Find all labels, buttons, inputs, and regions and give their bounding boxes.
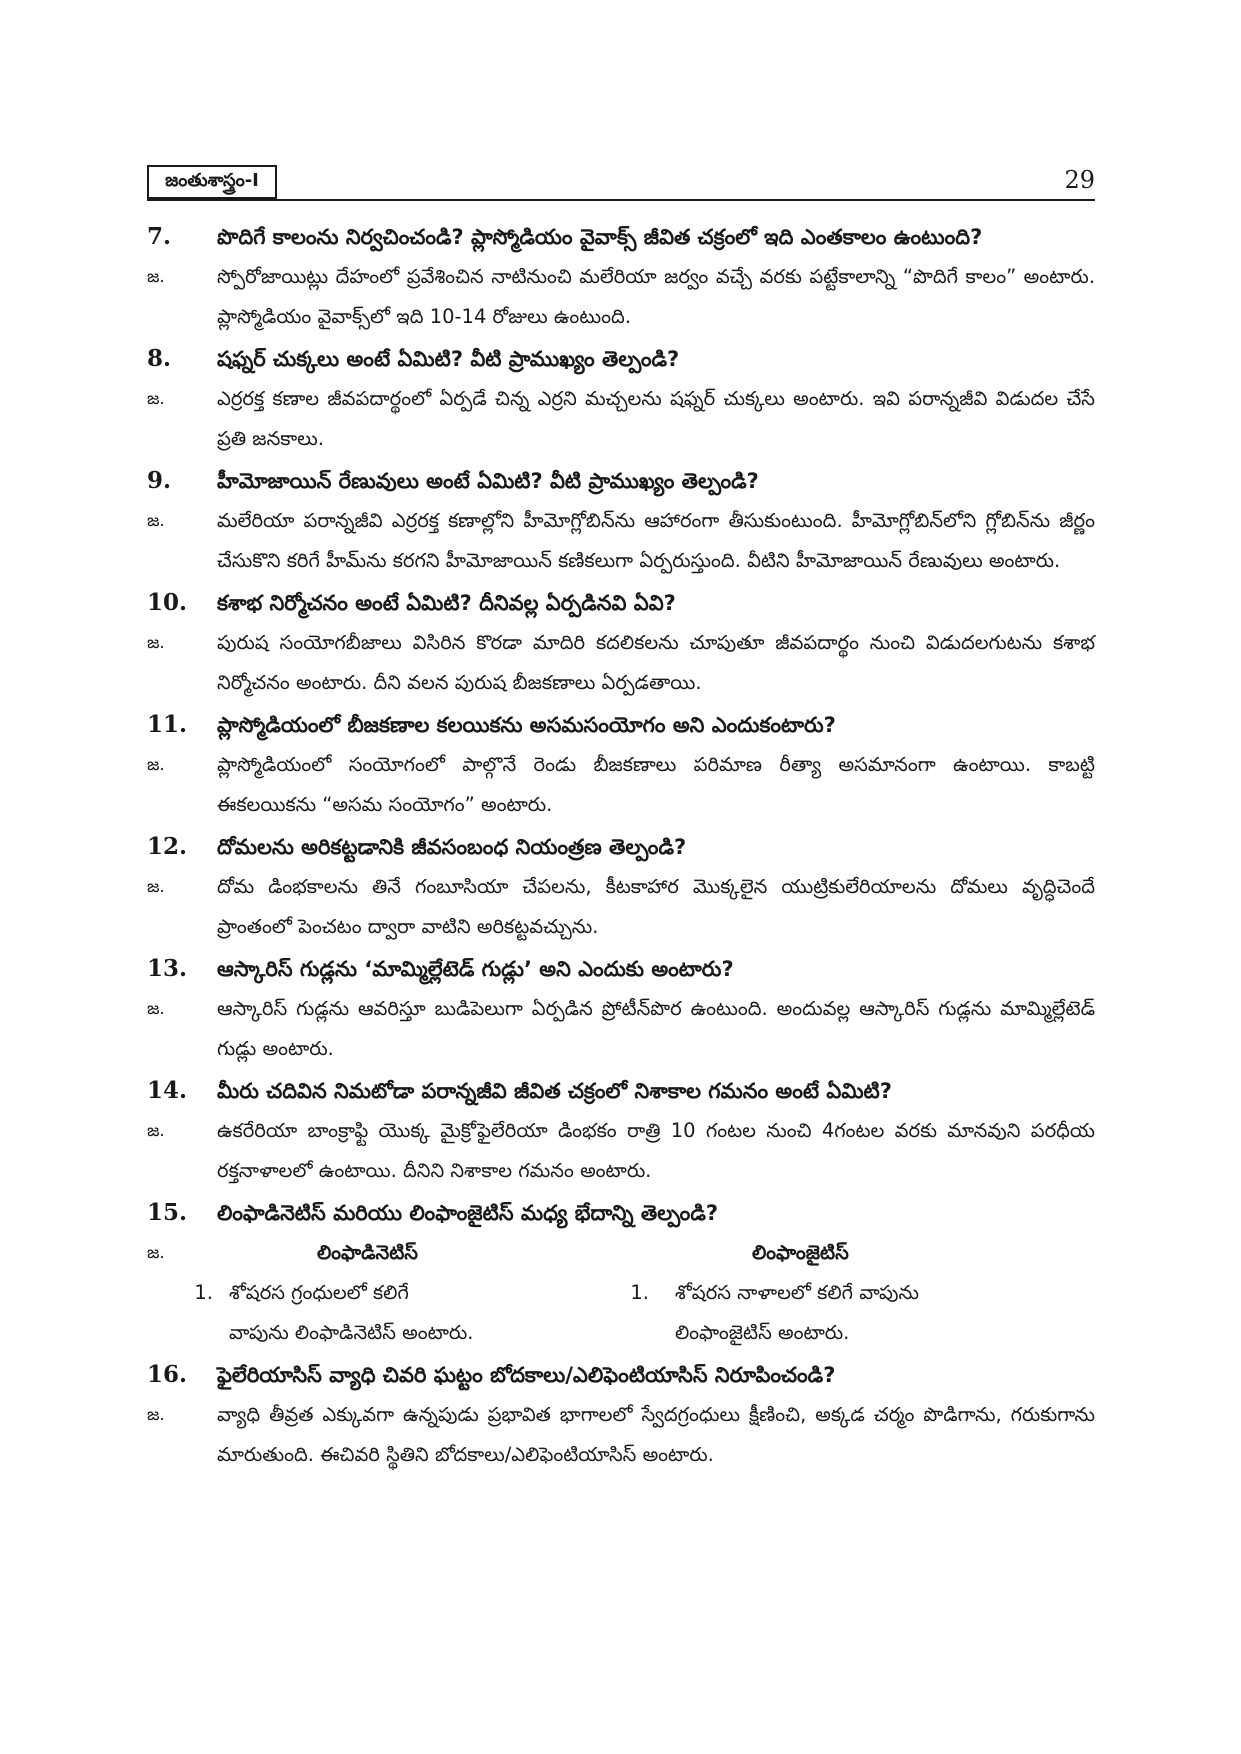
question xyxy=(147,583,1095,623)
question-number: 14. xyxy=(147,1077,188,1104)
answer-label: జ. xyxy=(147,1405,165,1425)
cell-lymphadenitis-line2: వాపును లింఫాడినెటిస్ అంటారు. xyxy=(229,1321,474,1344)
answer xyxy=(147,1395,1095,1475)
cell-lymphangitis-line2: లింఫాంజైటిస్ అంటారు. xyxy=(675,1321,850,1344)
answer-text: స్పోరోజాయిట్లు దేహంలో ప్రవేశించిన నాటినుంచి మలేరియా జర్వం వచ్చే వరకు పట్టేకాలాన్ని “పొదిగే కాలం” అంటారు. ప్లాస్మోడియం వైవాక్స్‌లో ఇది 10-14 రోజులు ఉంటుంది. xyxy=(217,265,1095,328)
question-number: 12. xyxy=(147,833,188,860)
question-number: 9. xyxy=(147,467,172,494)
question-text: కశాభ నిర్మోచనం అంటే ఏమిటి? దీనివల్ల ఏర్పడినవి ఏవి? xyxy=(217,591,676,615)
column-header-lymphangitis: లింఫాంజైటిస్ xyxy=(752,1241,849,1264)
comparison-row-continued xyxy=(147,1313,1095,1353)
answer xyxy=(147,745,1095,825)
answer-label: జ. xyxy=(147,1121,165,1141)
question-text: ఫైలేరియాసిస్ వ్యాధి చివరి ఘట్టం బోదకాలు/ఎలిఫెంటియాసిస్ నిరూపించండి? xyxy=(217,1363,836,1387)
answer-text: ఉకరేరియా బాంక్రాఫ్టి యొక్క మైక్రోఫైలేరియా డింభకం రాత్రి 10 గంటల నుంచి 4గంటల వరకు మానవుని పరధీయ రక్తనాళాలలో ఉంటాయి. దీనిని నిశాకాల గమనం అంటారు. xyxy=(217,1119,1095,1182)
answer xyxy=(147,379,1095,459)
answer-text: ఎర్రరక్త కణాల జీవపదార్థంలో ఏర్పడే చిన్న ఎర్రని మచ్చలను షఫ్నర్ చుక్కలు అంటారు. ఇవి పరాన్నజీవి విడుదల చేసే ప్రతి జనకాలు. xyxy=(217,387,1095,450)
qa-item-12 xyxy=(147,827,1095,947)
question-text: దోమలను అరికట్టడానికి జీవసంబంధ నియంత్రణ తెల్పండి? xyxy=(217,835,687,859)
answer xyxy=(147,867,1095,947)
qa-content xyxy=(147,217,1095,1477)
page-number: 29 xyxy=(1064,166,1095,194)
question xyxy=(147,1071,1095,1111)
comparison-table xyxy=(147,1233,1095,1353)
row-number-spacer xyxy=(565,1313,675,1353)
question-number: 11. xyxy=(147,711,188,738)
question-number: 7. xyxy=(147,223,172,250)
row-number-spacer xyxy=(169,1313,229,1353)
row-number: 1. xyxy=(194,1281,213,1304)
qa-item-14 xyxy=(147,1071,1095,1191)
chapter-title: జంతుశాస్త్రం-I xyxy=(165,169,259,191)
answer-text: పురుష సంయోగబీజాలు విసిరిన కొరడా మాదిరి కదలికలను చూపుతూ జీవపదార్థం నుంచి విడుదలగుటను కశాభ నిర్మోచనం అంటారు. దీని వలన పురుష బీజకణాలు ఏర్పడతాయి. xyxy=(217,631,1095,694)
qa-item-7 xyxy=(147,217,1095,337)
answer-label: జ. xyxy=(147,1243,165,1263)
cell-lymphadenitis-line1: శోషరస గ్రంధులలో కలిగే xyxy=(229,1281,409,1304)
question-text: ప్లాస్మోడియంలో బీజకణాల కలయికను అసమసంయోగం అని ఎందుకంటారు? xyxy=(217,713,836,737)
question-text: హీమోజాయిన్ రేణువులు అంటే ఏమిటి? వీటి ప్రాముఖ్యం తెల్పండి? xyxy=(217,469,759,493)
question xyxy=(147,217,1095,257)
answer-text: ప్లాస్మోడియంలో సంయోగంలో పాల్గొనే రెండు బీజకణాలు పరిమాణ రీత్యా అసమానంగా ఉంటాయి. కాబట్టి ఈకలయికను “అసమ సంయోగం” అంటారు. xyxy=(217,753,1095,816)
question xyxy=(147,339,1095,379)
chapter-title-box xyxy=(147,165,277,199)
qa-item-9 xyxy=(147,461,1095,581)
comparison-row xyxy=(147,1273,1095,1313)
answer xyxy=(147,989,1095,1069)
question-text: షఫ్నర్ చుక్కలు అంటే ఏమిటి? వీటి ప్రాముఖ్యం తెల్పండి? xyxy=(217,347,680,371)
answer-label: జ. xyxy=(147,999,165,1019)
question xyxy=(147,1193,1095,1233)
question-number: 13. xyxy=(147,955,188,982)
question xyxy=(147,1355,1095,1395)
row-number: 1. xyxy=(630,1281,649,1304)
answer-text: మలేరియా పరాన్నజీవి ఎర్రరక్త కణాల్లోని హీమోగ్లోబిన్‌ను ఆహారంగా తీసుకుంటుంది. హీమోగ్లోబిన్‌లోని గ్లోబిన్‌ను జీర్ణం చేసుకొని కరిగే హీమ్‌ను కరగని హీమోజాయిన్ కణికలుగా ఏర్పరుస్తుంది. వీటిని హీమోజాయిన్ రేణువులు అంటారు. xyxy=(217,509,1095,572)
answer xyxy=(147,257,1095,337)
qa-item-15 xyxy=(147,1193,1095,1353)
qa-item-8 xyxy=(147,339,1095,459)
qa-item-16 xyxy=(147,1355,1095,1475)
answer-text: దోమ డింభకాలను తినే గంబూసియా చేపలను, కీటకాహార మొక్కలైన యుట్రికులేరియాలను దోమలు వృద్ధిచెందే ప్రాంతంలో పెంచటం ద్వారా వాటిని అరికట్టవచ్చును. xyxy=(217,875,1095,938)
answer-label: జ. xyxy=(147,389,165,409)
qa-item-10 xyxy=(147,583,1095,703)
question-text: పొదిగే కాలంను నిర్వచించండి? ప్లాస్మోడియం వైవాక్స్ జీవిత చక్రంలో ఇది ఎంతకాలం ఉంటుంది? xyxy=(217,225,983,249)
qa-item-13 xyxy=(147,949,1095,1069)
column-header-lymphadenitis: లింఫాడినెటిస్ xyxy=(317,1241,418,1264)
question-text: మీరు చదివిన నిమటోడా పరాన్నజీవి జీవిత చక్రంలో నిశాకాల గమనం అంటే ఏమిటి? xyxy=(217,1079,892,1103)
question-number: 8. xyxy=(147,345,172,372)
answer-label: జ. xyxy=(147,511,165,531)
question-text: లింఫాడినెటిస్ మరియు లింఫాంజైటిస్ మధ్య భేదాన్ని తెల్పండి? xyxy=(217,1201,719,1225)
comparison-header xyxy=(147,1233,1095,1273)
cell-lymphangitis-line1: శోషరస నాళాలలో కలిగే వాపును xyxy=(675,1281,919,1304)
question-number: 16. xyxy=(147,1361,188,1388)
question-number: 15. xyxy=(147,1199,188,1226)
answer-text: ఆస్కారిస్ గుడ్లను ఆవరిస్తూ బుడిపెలుగా ఏర్పడిన ప్రోటీన్‌పొర ఉంటుంది. అందువల్ల ఆస్కారిస్ గుడ్లను మామ్మిల్లేటెడ్ గుడ్లు అంటారు. xyxy=(217,997,1095,1060)
qa-item-11 xyxy=(147,705,1095,825)
question xyxy=(147,461,1095,501)
answer xyxy=(147,501,1095,581)
answer-text: వ్యాధి తీవ్రత ఎక్కువగా ఉన్నపుడు ప్రభావిత భాగాలలో స్వేదగ్రంధులు క్షీణించి, అక్కడ చర్మం పొడిగాను, గరుకుగాను మారుతుంది. ఈచివరి స్థితిని బోదకాలు/ఎలిఫెంటియాసిస్ అంటారు. xyxy=(217,1403,1095,1466)
answer-label: జ. xyxy=(147,755,165,775)
question xyxy=(147,827,1095,867)
question-number: 10. xyxy=(147,589,188,616)
answer xyxy=(147,1111,1095,1191)
question-text: ఆస్కారిస్ గుడ్లను ‘మామ్మిల్లేటెడ్ గుడ్లు’ అని ఎందుకు అంటారు? xyxy=(217,957,734,981)
answer xyxy=(147,623,1095,703)
answer-label: జ. xyxy=(147,633,165,653)
answer-label: జ. xyxy=(147,877,165,897)
header-rule xyxy=(147,199,1095,201)
answer-label: జ. xyxy=(147,267,165,287)
question xyxy=(147,705,1095,745)
question xyxy=(147,949,1095,989)
